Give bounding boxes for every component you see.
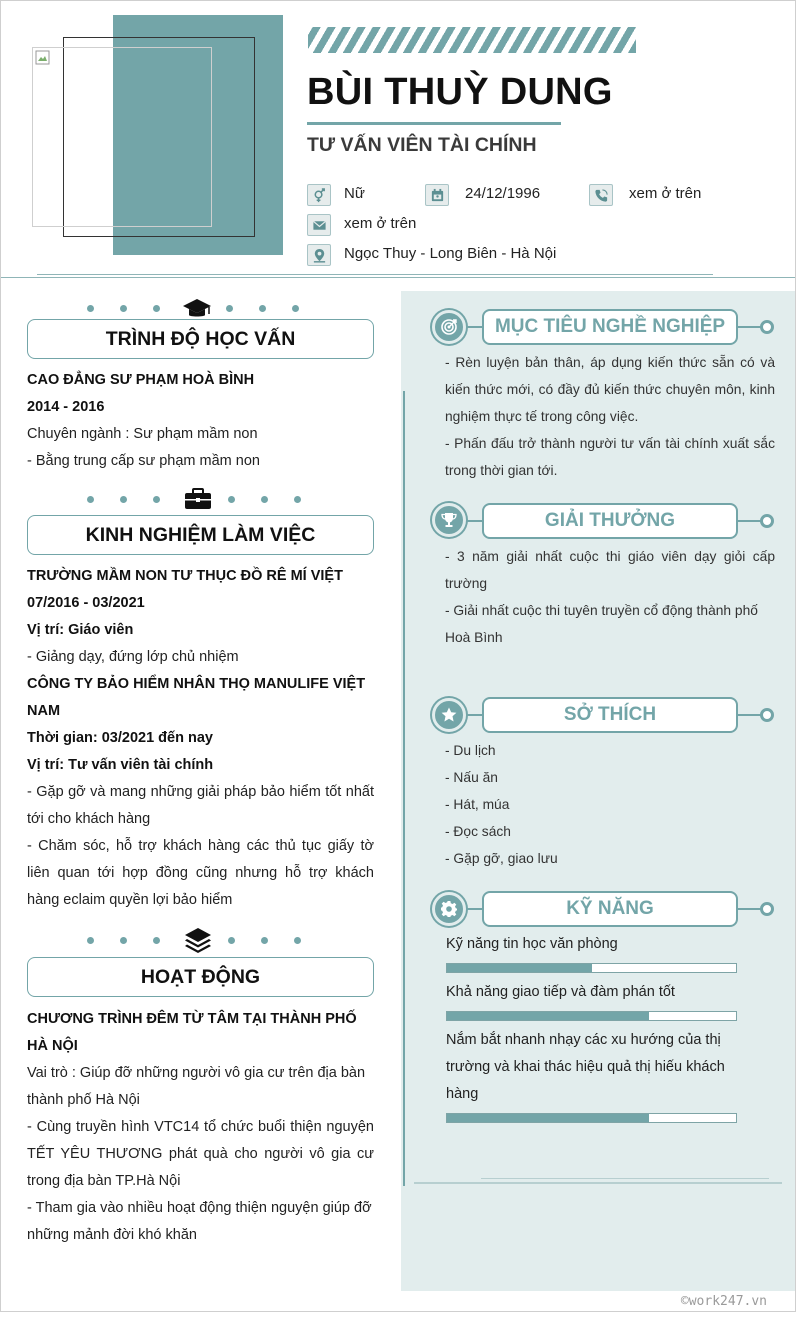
education-title: TRÌNH ĐỘ HỌC VẤN bbox=[27, 319, 374, 359]
avatar bbox=[32, 47, 212, 227]
hobby-item: - Gặp gỡ, giao lưu bbox=[445, 851, 558, 866]
hobby-item: - Du lịch bbox=[445, 743, 496, 758]
skill-name: Nắm bắt nhanh nhạy các xu hướng của thị trường và khai thác hiệu quả thị hiếu khách hàng bbox=[446, 1032, 725, 1102]
section-divider-activities bbox=[87, 926, 301, 954]
award-item: - 3 năm giải nhất cuộc thi giáo viên dạy giỏi cấp trường bbox=[445, 549, 775, 591]
job2-company: CÔNG TY BẢO HIỂM NHÂN THỌ MANULIFE VIỆT NAM bbox=[27, 676, 366, 719]
title-connector bbox=[466, 326, 482, 328]
title-knob bbox=[760, 514, 774, 528]
job2-description: - Gặp gỡ và mang những giải pháp bảo hiểm tốt nhất tới cho khách hàng bbox=[27, 784, 374, 827]
skill-bar bbox=[446, 1011, 737, 1021]
skill-bar-fill bbox=[447, 964, 592, 972]
job2-position: Vị trí: Tư vấn viên tài chính bbox=[27, 757, 214, 773]
title-knob bbox=[760, 320, 774, 334]
graduation-cap-icon bbox=[182, 296, 212, 320]
experience-title: KINH NGHIỆM LÀM VIỆC bbox=[27, 515, 374, 555]
title-knob bbox=[760, 708, 774, 722]
skill-name: Khả năng giao tiếp và đàm phán tốt bbox=[446, 984, 675, 1000]
right-panel-line bbox=[403, 391, 405, 1186]
hobby-item: - Nấu ăn bbox=[445, 770, 498, 785]
header-stripes bbox=[308, 27, 636, 53]
education-degree: - Bằng trung cấp sư phạm mầm non bbox=[27, 453, 260, 469]
briefcase-icon bbox=[184, 487, 212, 511]
skill-bar bbox=[446, 1113, 737, 1123]
award-item: - Giải nhất cuộc thi tuyên truyền cổ động thành phố Hoà Bình bbox=[445, 603, 758, 645]
hobby-item: - Hát, múa bbox=[445, 797, 510, 812]
name-underline bbox=[307, 122, 561, 125]
layers-icon bbox=[184, 926, 212, 954]
header-divider-bottom bbox=[1, 277, 796, 278]
skill-bar bbox=[446, 963, 737, 973]
job1-company: TRƯỜNG MẦM NON TƯ THỤC ĐỒ RÊ MÍ VIỆT bbox=[27, 568, 343, 584]
objective-paragraph: - Phấn đấu trở thành người tư vấn tài chính xuất sắc trong thời gian tới. bbox=[445, 436, 775, 478]
hobbies-title: SỞ THÍCH bbox=[482, 697, 738, 733]
skill-name: Kỹ năng tin học văn phòng bbox=[446, 936, 618, 952]
job2-period: Thời gian: 03/2021 đến nay bbox=[27, 730, 213, 746]
job1-position: Vị trí: Giáo viên bbox=[27, 622, 134, 638]
activities-title: HOẠT ĐỘNG bbox=[27, 957, 374, 997]
title-connector bbox=[466, 714, 482, 716]
target-icon bbox=[432, 310, 466, 344]
hobby-item: - Đọc sách bbox=[445, 824, 511, 839]
job2-description: - Chăm sóc, hỗ trợ khách hàng các thủ tục giấy tờ liên quan tới hợp đồng cũng nhưng hỗ trợ khách hàng eclaim quyền lợi bảo hiểm bbox=[27, 838, 374, 908]
skills-title: KỸ NĂNG bbox=[482, 891, 738, 927]
title-knob bbox=[760, 902, 774, 916]
broken-image-icon bbox=[35, 50, 51, 66]
email-icon bbox=[307, 214, 331, 236]
job1-period: 07/2016 - 03/2021 bbox=[27, 595, 145, 611]
skill-bar-fill bbox=[447, 1012, 649, 1020]
gender-icon bbox=[307, 184, 331, 206]
candidate-name: BÙI THUỲ DUNG bbox=[307, 71, 613, 113]
title-connector bbox=[466, 520, 482, 522]
objective-title: MỤC TIÊU NGHỀ NGHIỆP bbox=[482, 309, 738, 345]
phone-icon bbox=[589, 184, 613, 206]
awards-title: GIẢI THƯỞNG bbox=[482, 503, 738, 539]
title-connector bbox=[466, 908, 482, 910]
section-divider-education bbox=[87, 296, 299, 320]
education-major: Chuyên ngành : Sư phạm mầm non bbox=[27, 426, 258, 442]
activity-role: Vai trò : Giúp đỡ những người vô gia cư trên địa bàn thành phố Hà Nội bbox=[27, 1065, 366, 1108]
objective-paragraph: - Rèn luyện bản thân, áp dụng kiến thức sẵn có và kiến thức mới, có đầy đủ kiến thức chuyên môn, kinh nghiệm thực tế trong công việc. bbox=[445, 355, 775, 424]
skill-bar-fill bbox=[447, 1114, 649, 1122]
activity-description: - Tham gia vào nhiều hoạt động thiện nguyện giúp đỡ những mảnh đời khó khăn bbox=[27, 1200, 372, 1243]
location-icon bbox=[307, 244, 331, 266]
header-divider bbox=[37, 274, 713, 275]
education-years: 2014 - 2016 bbox=[27, 399, 105, 415]
job1-description: - Giảng dạy, đứng lớp chủ nhiệm bbox=[27, 649, 239, 665]
email-value: xem ở trên bbox=[344, 215, 417, 232]
activity-program: CHƯƠNG TRÌNH ĐÊM TỪ TÂM TẠI THÀNH PHỐ HÀ NỘI bbox=[27, 1011, 357, 1054]
gear-icon bbox=[432, 892, 466, 926]
phone-value: xem ở trên bbox=[629, 185, 702, 202]
address-value: Ngọc Thuy - Long Biên - Hà Nội bbox=[344, 245, 557, 262]
activity-description: - Cùng truyền hình VTC14 tổ chức buổi thiện nguyện TẾT YÊU THƯƠNG phát quà cho người vô gia cư trong địa bàn TP.Hà Nội bbox=[27, 1119, 374, 1189]
trophy-icon bbox=[432, 503, 466, 537]
right-panel-footer-line bbox=[481, 1178, 769, 1179]
job-title: TƯ VẤN VIÊN TÀI CHÍNH bbox=[307, 134, 537, 156]
section-divider-experience bbox=[87, 487, 301, 511]
education-school: CAO ĐẲNG SƯ PHẠM HOÀ BÌNH bbox=[27, 372, 255, 388]
calendar-icon bbox=[425, 184, 449, 206]
birthday-value: 24/12/1996 bbox=[465, 185, 541, 202]
watermark: ©work247.vn bbox=[680, 1294, 767, 1309]
star-icon bbox=[432, 698, 466, 732]
right-panel-footer-line bbox=[414, 1182, 782, 1184]
gender-value: Nữ bbox=[344, 185, 365, 202]
